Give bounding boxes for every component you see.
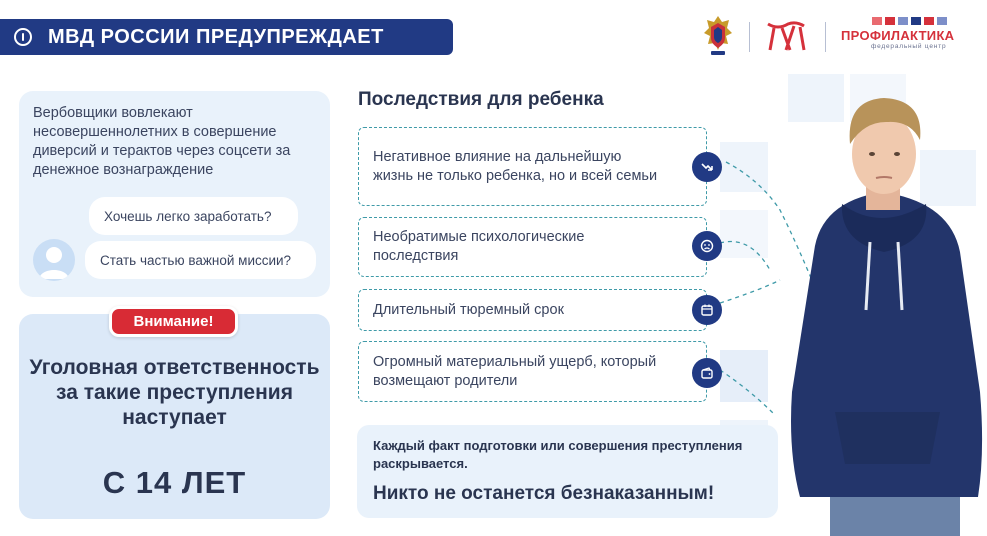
mvd-emblem-icon [702, 14, 734, 58]
profilaktika-mark-icon [764, 18, 808, 54]
brand-logo [841, 17, 966, 50]
recruiter-chat-card [19, 91, 330, 297]
consequence-text: Необратимые психологические последствия [373, 229, 585, 264]
attention-badge: Внимание! [109, 306, 238, 337]
trend-down-icon [692, 152, 722, 182]
user-silhouette-icon [33, 239, 75, 281]
avatar [33, 239, 75, 281]
consequence-item [358, 289, 707, 331]
consequences-title: Последствия для ребенка [358, 89, 604, 110]
calendar-icon [692, 295, 722, 325]
consequence-item [358, 341, 707, 402]
chat-bubble: Хочешь легко заработать? [89, 197, 298, 235]
header-banner [0, 19, 453, 55]
page-title: МВД РОССИИ ПРЕДУПРЕЖДАЕТ [48, 25, 384, 48]
wallet-icon [692, 358, 722, 388]
disclosure-notice [357, 425, 778, 518]
sad-face-icon [692, 231, 722, 261]
no-impunity-text: Никто не останется безнаказанным! [373, 483, 715, 504]
teenager-photo [780, 92, 987, 536]
consequence-text: Негативное влияние на дальнейшую жизнь не только ребенка, но и всей семьи [373, 148, 658, 184]
consequence-text: Длительный тюремный срок [373, 301, 564, 318]
logo-separator [825, 22, 826, 52]
warning-text: Уголовная ответственность за такие преступления наступает [29, 356, 320, 429]
recruiter-intro-text: Вербовщики вовлекают несовершеннолетних в совершение диверсий и терактов через соцсети за денежное вознаграждение [33, 105, 291, 178]
logo-separator [749, 22, 750, 52]
consequence-item [358, 217, 707, 277]
brand-name: ПРОФИЛАКТИКА [841, 28, 955, 43]
info-icon [14, 28, 32, 46]
chat-bubble: Стать частью важной миссии? [85, 241, 316, 279]
brand-subtitle: федеральный центр [871, 43, 947, 50]
brand-squares [872, 17, 966, 25]
age-of-responsibility: С 14 ЛЕТ [102, 465, 247, 500]
consequence-item [358, 127, 707, 206]
consequence-text: Огромный материальный ущерб, который возмещают родители [373, 353, 657, 389]
disclosure-text: Каждый факт подготовки или совершения преступления раскрывается. [373, 438, 743, 471]
